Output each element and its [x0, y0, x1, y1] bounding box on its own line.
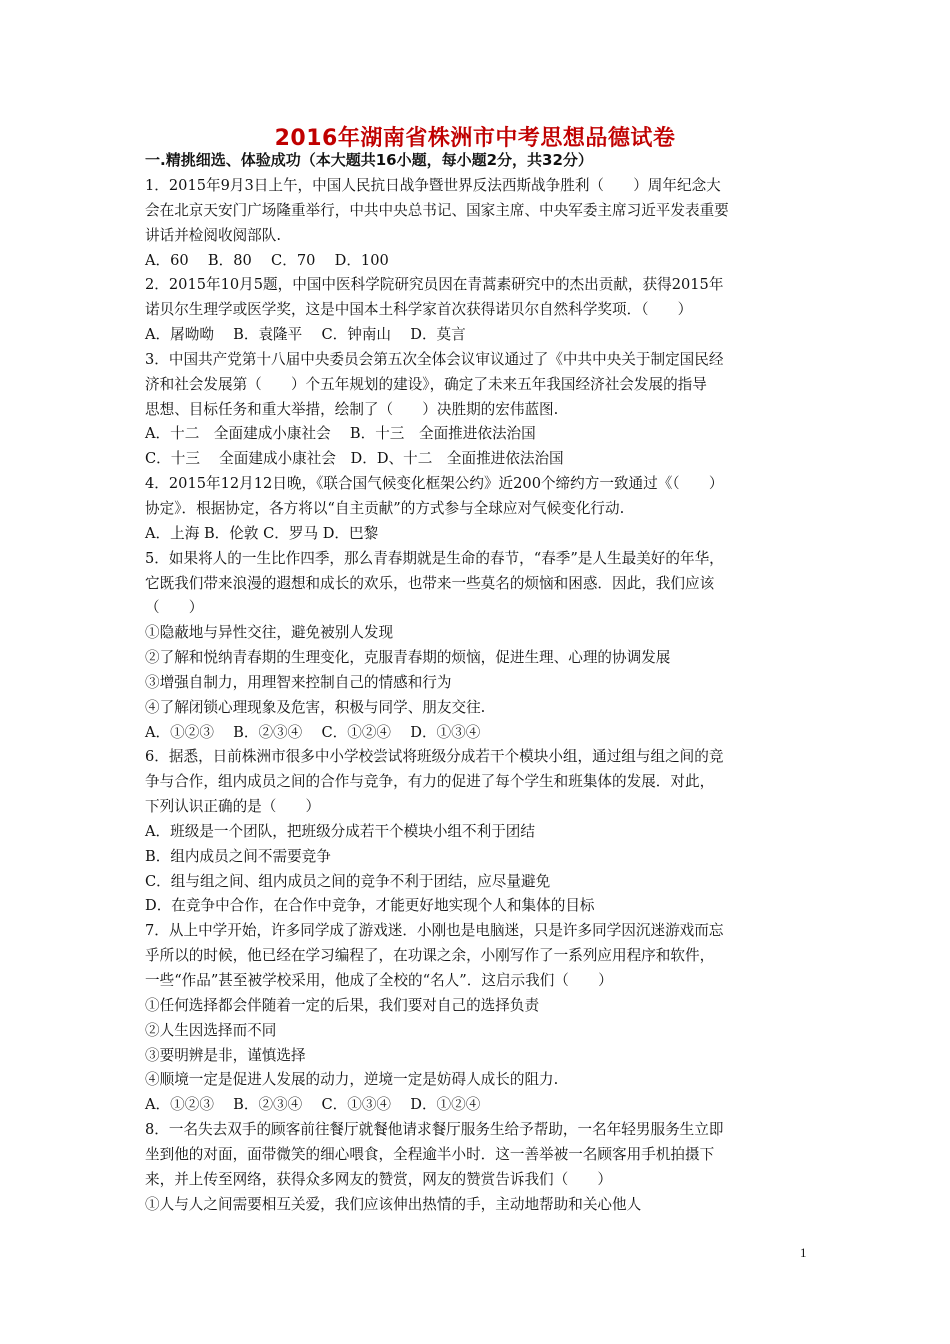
text-line: ②了解和悦纳青春期的生理变化，克服青春期的烦恼，促进生理、心理的协调发展: [145, 649, 671, 667]
text-line: 济和社会发展第（ ）个五年规划的建设》，确定了未来五年我国经济社会发展的指导: [145, 375, 707, 393]
text-line: A．60 B．80 C．70 D．100: [145, 251, 389, 269]
text-line: 争与合作，组内成员之间的合作与竞争，有力的促进了每个学生和班集体的发展．对此，: [145, 773, 715, 791]
text-line: ②人生因选择而不同: [145, 1021, 277, 1039]
text-line: A．①②③ B．②③④ C．①②④ D．①③④: [145, 723, 481, 741]
text-line: 讲话并检阅收阅部队.: [145, 226, 281, 244]
text-line: A．屠呦呦 B．袁隆平 C．钟南山 D．莫言: [145, 326, 466, 344]
text-line: 2．2015年10月5题，中国中医科学院研究员因在青蒿素研究中的杰出贡献，获得2015年: [145, 276, 724, 294]
text-line: ①任何选择都会伴随着一定的后果，我们要对自己的选择负责: [145, 996, 540, 1014]
text-line: 坐到他的对面，面带微笑的细心喂食，全程逾半小时．这一善举被一名顾客用手机拍摄下: [145, 1145, 715, 1163]
section-heading: 一.精挑细选、体验成功（本大题共16小题，每小题2分，共32分）: [145, 151, 593, 169]
text-line: 一些“作品”甚至被学校采用，他成了全校的“名人”．这启示我们（ ）: [145, 972, 613, 989]
text-line: ①隐蔽地与异性交往，避免被别人发现: [145, 624, 394, 642]
text-line: C．组与组之间、组内成员之间的竞争不利于团结，应尽量避免: [145, 872, 551, 890]
text-line: 4．2015年12月12日晚，《联合国气候变化框架公约》近200个缔约方一致通过《（ ）: [145, 475, 724, 493]
text-line: 7．从上中学开始，许多同学成了游戏迷．小刚也是电脑迷，只是许多同学因沉迷游戏而忘: [145, 922, 724, 940]
text-line: （ ）: [145, 599, 204, 617]
text-line: 1．2015年9月3日上午，中国人民抗日战争暨世界反法西斯战争胜利（ ）周年纪念大: [145, 177, 721, 194]
text-line: 下列认识正确的是（ ）: [145, 798, 321, 816]
text-line: ④了解闭锁心理现象及危害，积极与同学、朋友交往.: [145, 698, 486, 716]
exam-title: 2016年湖南省株洲市中考思想品德试卷: [274, 126, 676, 151]
page-number: 1: [800, 1245, 807, 1260]
text-line: 来，并上传至网络，获得众多网友的赞赏，网友的赞赏告诉我们（ ）: [145, 1170, 613, 1188]
text-line: C．十三 全面建成小康社会 D．D、十二 全面推进依法治国: [145, 450, 564, 468]
text-line: D．在竞争中合作，在合作中竞争，才能更好地实现个人和集体的目标: [145, 897, 595, 915]
text-line: A．上海 B．伦敦 C．罗马 D．巴黎: [145, 524, 379, 542]
question-content: [145, 174, 825, 1217]
text-line: 乎所以的时候，他已经在学习编程了，在功课之余，小刚写作了一系列应用程序和软件，: [145, 947, 715, 965]
text-line: B．组内成员之间不需要竞争: [145, 847, 331, 865]
text-line: 它既我们带来浪漫的遐想和成长的欢乐，也带来一些莫名的烦恼和困惑．因此，我们应该: [145, 574, 715, 592]
text-line: A．班级是一个团队，把班级分成若干个模块小组不利于团结: [145, 822, 535, 840]
text-line: 8．一名失去双手的顾客前往餐厅就餐他请求餐厅服务生给予帮助，一名年轻男服务生立即: [145, 1121, 724, 1139]
text-line: 思想、目标任务和重大举措，绘制了（ ）决胜期的宏伟蓝图.: [145, 400, 559, 418]
text-line: 3．中国共产党第十八届中央委员会第五次全体会议审议通过了《中共中央关于制定国民经: [145, 350, 724, 368]
text-line: 6．据悉，日前株洲市很多中小学校尝试将班级分成若干个模块小组，通过组与组之间的竞: [145, 748, 724, 766]
text-line: 会在北京天安门广场隆重举行，中共中央总书记、国家主席、中央军委主席习近平发表重要: [145, 201, 729, 219]
text-line: ④顺境一定是促进人发展的动力，逆境一定是妨碍人成长的阻力.: [145, 1071, 559, 1089]
text-line: A．①②③ B．②③④ C．①③④ D．①②④: [145, 1096, 481, 1114]
text-line: ①人与人之间需要相互关爱，我们应该伸出热情的手，主动地帮助和关心他人: [145, 1195, 642, 1213]
text-line: ③增强自制力，用理智来控制自己的情感和行为: [145, 673, 452, 691]
text-line: 诺贝尔生理学或医学奖，这是中国本土科学家首次获得诺贝尔自然科学奖项．（ ）: [145, 301, 693, 319]
text-line: A．十二 全面建成小康社会 B．十三 全面推进依法治国: [145, 425, 536, 443]
text-line: 5．如果将人的一生比作四季，那么青春期就是生命的春节，“春季”是人生最美好的年华，: [145, 549, 724, 567]
text-line: ③要明辨是非，谨慎选择: [145, 1046, 306, 1064]
text-line: 协定》．根据协定，各方将以“自主贡献”的方式参与全球应对气候变化行动.: [145, 499, 625, 517]
